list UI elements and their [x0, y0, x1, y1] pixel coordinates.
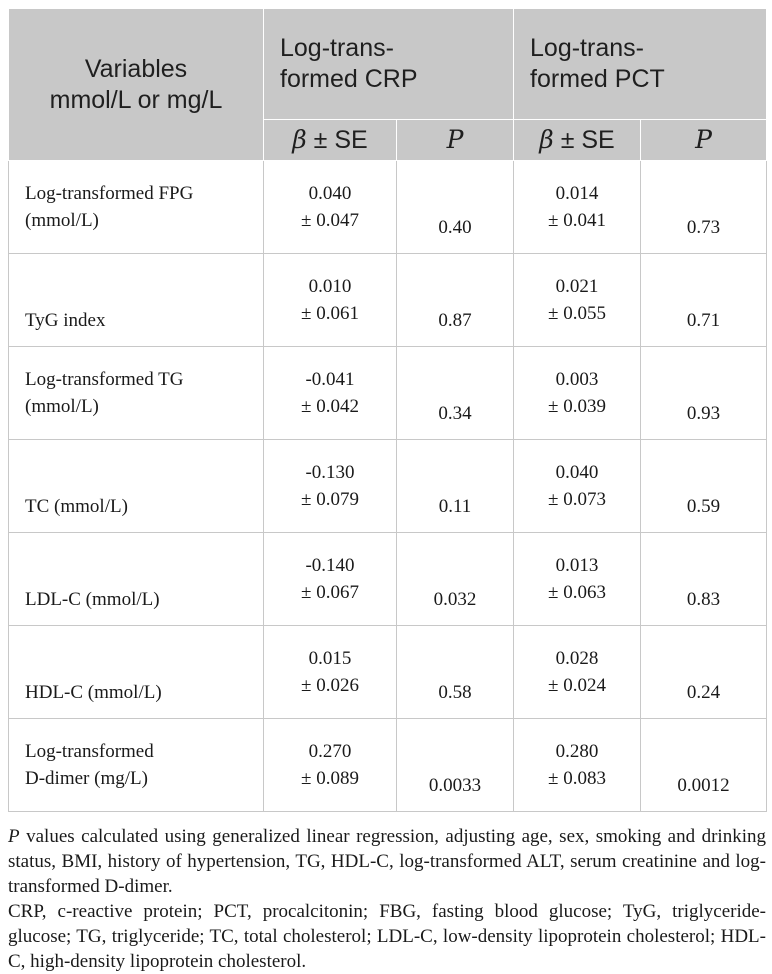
pct-p-cell: 0.73 — [641, 161, 767, 254]
crp-beta: 0.040 — [308, 183, 352, 204]
pct-beta-se-cell — [514, 161, 641, 254]
variable-name: HDL-C (mmol/L) — [25, 682, 162, 703]
header-crp-beta-se — [264, 120, 397, 161]
table-footnotes — [8, 824, 766, 974]
crp-p-cell: 0.87 — [397, 254, 514, 347]
variable-name: TC (mmol/L) — [25, 496, 128, 517]
crp-beta-se-cell — [264, 719, 397, 812]
header-crp-line1: Log-trans- — [280, 34, 394, 62]
footnote-p-symbol: P — [8, 826, 20, 847]
variable-cell — [9, 533, 264, 626]
pct-p-cell: 0.59 — [641, 440, 767, 533]
variable-name: Log-transformed — [25, 741, 154, 762]
variable-name: LDL-C (mmol/L) — [25, 589, 160, 610]
variable-unit: (mmol/L) — [25, 396, 99, 417]
variable-name: TyG index — [25, 310, 106, 331]
pct-p-cell: 0.93 — [641, 347, 767, 440]
crp-beta: 0.270 — [308, 741, 352, 762]
pct-beta-se-cell — [514, 626, 641, 719]
table-body — [9, 161, 767, 812]
variable-unit: (mmol/L) — [25, 210, 99, 231]
header-pct-line1: Log-trans- — [530, 34, 644, 62]
header-group-pct — [514, 9, 767, 120]
footnote-p-text: values calculated using generalized linear regression, adjusting age, sex, smoking and drinking status, BMI, history of hypertension, TG, HDL-C, log-transformed ALT, serum creatinine and log-transformed D-dimer. — [8, 826, 766, 897]
crp-p-cell: 0.58 — [397, 626, 514, 719]
header-crp-line2: formed CRP — [280, 65, 418, 93]
crp-se: ± 0.089 — [301, 768, 359, 789]
table-row — [9, 626, 767, 719]
pct-beta: 0.003 — [555, 369, 599, 390]
crp-se: ± 0.067 — [301, 582, 359, 603]
table-row — [9, 440, 767, 533]
crp-p-cell: 0.11 — [397, 440, 514, 533]
pct-beta: 0.021 — [555, 276, 599, 297]
pct-beta: 0.040 — [555, 462, 599, 483]
pct-se: ± 0.063 — [548, 582, 606, 603]
crp-beta-se-cell — [264, 440, 397, 533]
footnote-p-values — [8, 824, 766, 899]
crp-p-cell: 0.032 — [397, 533, 514, 626]
crp-beta-se-cell — [264, 161, 397, 254]
pct-se: ± 0.024 — [548, 675, 606, 696]
beta-symbol: β — [539, 125, 554, 154]
pct-se: ± 0.041 — [548, 210, 606, 231]
crp-beta: 0.010 — [308, 276, 352, 297]
pct-beta-se-cell — [514, 347, 641, 440]
header-variables-line2: mmol/L or mg/L — [49, 85, 223, 114]
crp-beta: -0.130 — [305, 462, 355, 483]
header-crp-p — [397, 120, 514, 161]
crp-beta-se-cell — [264, 254, 397, 347]
variable-cell — [9, 626, 264, 719]
table-row — [9, 161, 767, 254]
pct-p-cell: 0.24 — [641, 626, 767, 719]
pct-beta: 0.028 — [555, 648, 599, 669]
table-row — [9, 533, 767, 626]
crp-p-cell: 0.40 — [397, 161, 514, 254]
crp-se: ± 0.047 — [301, 210, 359, 231]
crp-se: ± 0.079 — [301, 489, 359, 510]
pct-se: ± 0.083 — [548, 768, 606, 789]
table-row — [9, 254, 767, 347]
p-label: P — [446, 125, 464, 154]
header-group-crp — [264, 9, 514, 120]
p-label: P — [695, 125, 712, 154]
pct-beta-se-cell — [514, 440, 641, 533]
pct-beta-se-cell — [514, 533, 641, 626]
pct-se: ± 0.073 — [548, 489, 606, 510]
table-row — [9, 719, 767, 812]
crp-p-cell: 0.0033 — [397, 719, 514, 812]
beta-se-suffix: ± SE — [306, 126, 368, 154]
crp-beta: -0.140 — [305, 555, 355, 576]
variable-cell — [9, 347, 264, 440]
beta-se-suffix: ± SE — [553, 126, 615, 154]
footnote-abbreviations: CRP, c-reactive protein; PCT, procalcitonin; FBG, fasting blood glucose; TyG, triglyceride-glucose; TG, triglyceride; TC, total cholesterol; LDL-C, low-density lipoprotein cholesterol; HDL-C, high-density lipoprotein cholesterol. — [8, 901, 766, 972]
header-pct-line2: formed PCT — [530, 65, 665, 93]
table-header — [9, 9, 767, 161]
crp-se: ± 0.026 — [301, 675, 359, 696]
beta-symbol: β — [292, 125, 307, 154]
pct-beta-se-cell — [514, 719, 641, 812]
pct-se: ± 0.055 — [548, 303, 606, 324]
header-variables-line1: Variables — [84, 54, 188, 83]
crp-beta-se-cell — [264, 533, 397, 626]
variable-cell — [9, 719, 264, 812]
table-row — [9, 347, 767, 440]
variable-cell — [9, 254, 264, 347]
crp-beta: 0.015 — [308, 648, 352, 669]
crp-p-cell: 0.34 — [397, 347, 514, 440]
variable-cell — [9, 161, 264, 254]
pct-se: ± 0.039 — [548, 396, 606, 417]
pct-beta-se-cell — [514, 254, 641, 347]
pct-p-cell: 0.0012 — [641, 719, 767, 812]
variable-unit: D-dimer (mg/L) — [25, 768, 148, 789]
crp-beta: -0.041 — [305, 369, 355, 390]
header-pct-beta-se — [514, 120, 641, 161]
results-table-container — [8, 8, 766, 974]
crp-beta-se-cell — [264, 626, 397, 719]
header-variables — [9, 9, 264, 161]
pct-beta: 0.280 — [555, 741, 599, 762]
pct-p-cell: 0.83 — [641, 533, 767, 626]
pct-beta: 0.014 — [555, 183, 599, 204]
results-table — [8, 8, 767, 812]
variable-name: Log-transformed FPG — [25, 183, 194, 204]
variable-name: Log-transformed TG — [25, 369, 184, 390]
crp-se: ± 0.061 — [301, 303, 359, 324]
crp-beta-se-cell — [264, 347, 397, 440]
crp-se: ± 0.042 — [301, 396, 359, 417]
pct-p-cell: 0.71 — [641, 254, 767, 347]
variable-cell — [9, 440, 264, 533]
pct-beta: 0.013 — [555, 555, 599, 576]
header-pct-p — [641, 120, 767, 161]
